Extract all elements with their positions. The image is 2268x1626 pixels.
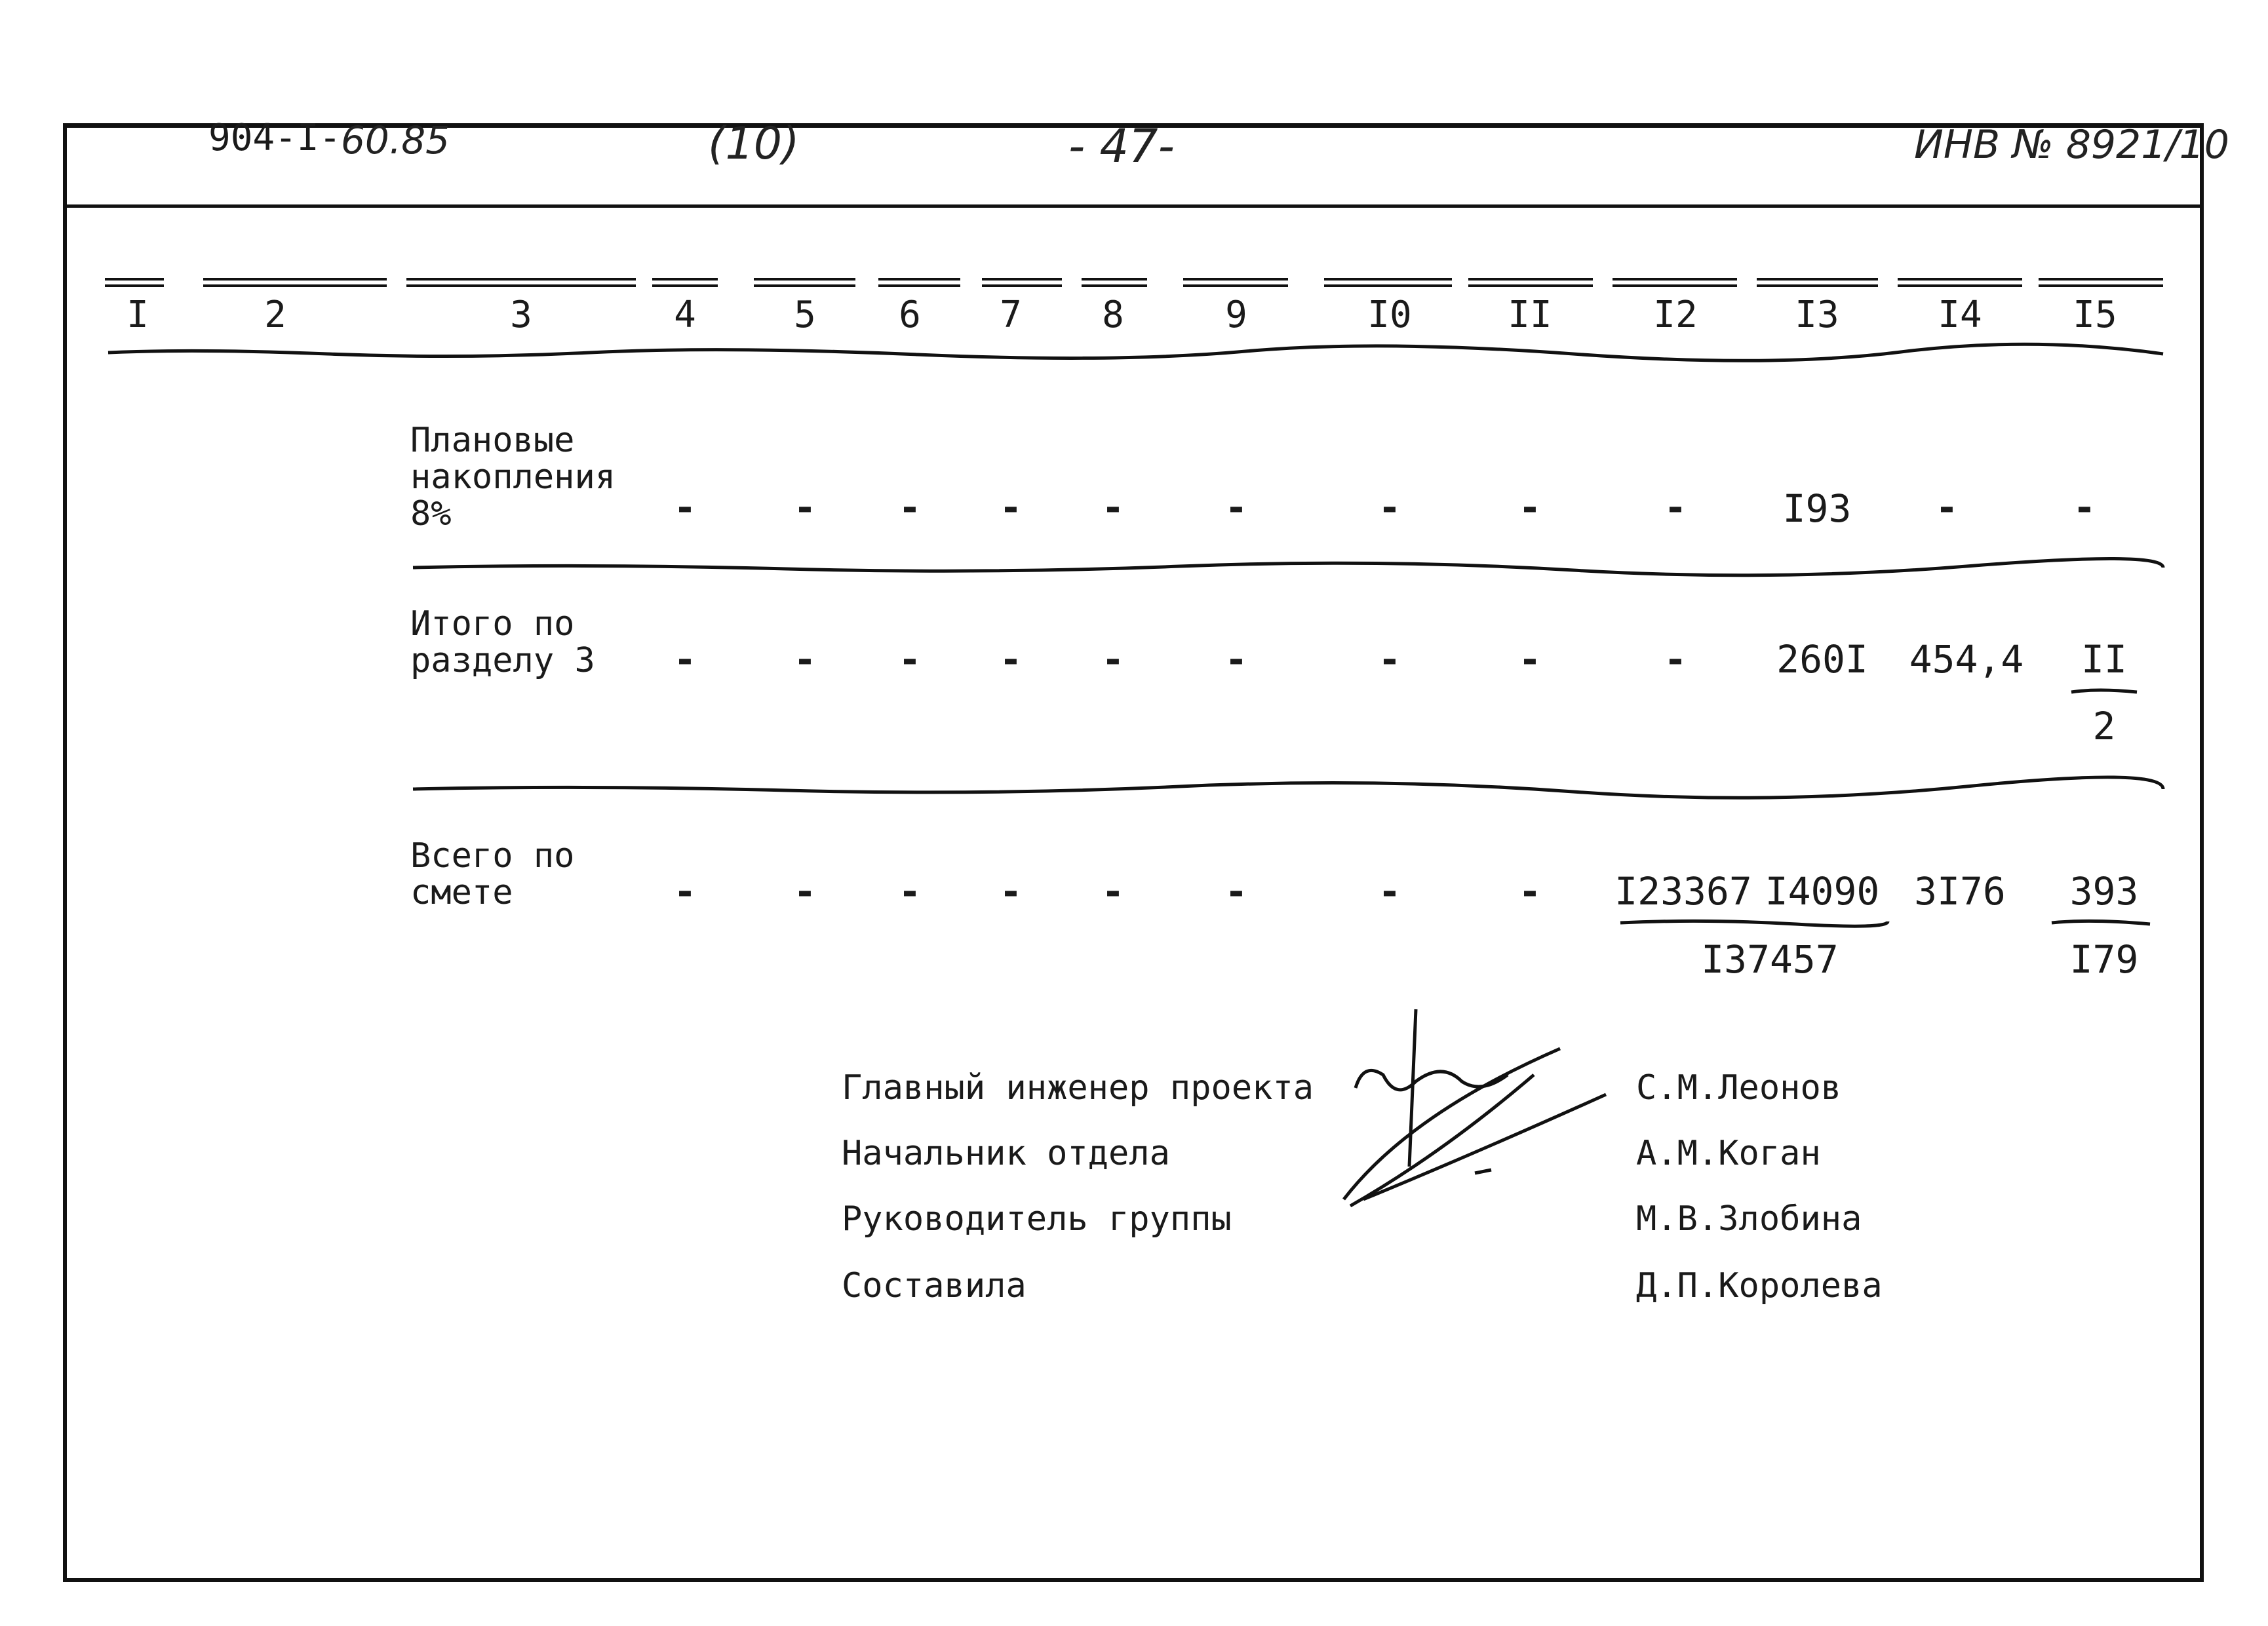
section_total-col10-dash: - <box>1378 637 1401 682</box>
page-number: - 47- <box>1068 119 1175 173</box>
sig-role-group-lead: Руководитель группы <box>842 1199 1232 1239</box>
header-wavy-line <box>108 344 2163 360</box>
column-number-3: 3 <box>510 294 532 336</box>
row2-wavy-line <box>413 777 2163 798</box>
row3-col12-value: I23367 <box>1614 869 1752 914</box>
grand_total-col5-dash: - <box>793 869 817 914</box>
row-label-planned: Плановые накопления 8% <box>410 421 616 533</box>
row3-col15-fraction-line <box>2052 921 2150 924</box>
row2-col13-value: 260I <box>1776 637 1868 682</box>
section_total-col7-dash: - <box>999 637 1023 682</box>
section_total-col9-dash: - <box>1224 637 1248 682</box>
grand_total-col9-dash: - <box>1224 869 1248 914</box>
column-number-11: II <box>1508 294 1552 336</box>
series-handwritten: 60.85 <box>341 118 450 163</box>
grand_total-col8-dash: - <box>1101 869 1125 914</box>
column-number-14: I4 <box>1938 294 1982 336</box>
row-label-section-total: Итого по разделу 3 <box>410 604 595 680</box>
sig-name-chief-engineer: С.М.Леонов <box>1636 1068 1842 1108</box>
column-number-6: 6 <box>899 294 921 336</box>
planned-col6-dash: - <box>898 485 922 530</box>
column-number-2: 2 <box>264 294 286 336</box>
section_total-col6-dash: - <box>898 637 922 682</box>
row2-col14-value: 454,4 <box>1909 637 2024 682</box>
column-number-10: I0 <box>1367 294 1412 336</box>
row2-col15-bottom: 2 <box>2092 704 2116 748</box>
sig-role-compiler: Составила <box>842 1266 1026 1306</box>
row-label-grand-total: Всего по смете <box>410 836 575 912</box>
grand_total-col11-dash: - <box>1518 869 1542 914</box>
grand_total-col10-dash: - <box>1378 869 1401 914</box>
section_total-col8-dash: - <box>1101 637 1125 682</box>
row1-wavy-line <box>413 558 2163 575</box>
row3-col13-value: I4090 <box>1765 869 1880 914</box>
planned-col4-dash: - <box>673 485 697 530</box>
row1-col13-value: I93 <box>1782 486 1852 531</box>
row2-col15-fraction-line <box>2071 690 2137 692</box>
planned-col12-dash: - <box>1664 485 1687 530</box>
signature-scribble <box>1344 1009 1606 1206</box>
inventory-number: ИНВ № 8921/10 <box>1914 122 2229 168</box>
planned-col5-dash: - <box>793 485 817 530</box>
planned-col9-dash: - <box>1224 485 1248 530</box>
column-number-5: 5 <box>794 294 816 336</box>
row3-col15-top: 393 <box>2069 869 2139 914</box>
column-number-8: 8 <box>1102 294 1124 336</box>
planned-col11-dash: - <box>1518 485 1542 530</box>
row3-col12-13-sum: I37457 <box>1701 937 1839 982</box>
column-number-13: I3 <box>1795 294 1839 336</box>
row2-col15-top: II <box>2081 637 2127 682</box>
sig-role-department-head: Начальник отдела <box>842 1134 1170 1173</box>
row1-col15-dash: - <box>2073 485 2096 530</box>
planned-col10-dash: - <box>1378 485 1401 530</box>
section_total-col12-dash: - <box>1664 637 1687 682</box>
grand_total-col7-dash: - <box>999 869 1023 914</box>
sig-name-group-lead: М.В.Злобина <box>1636 1199 1862 1239</box>
sig-role-chief-engineer: Главный инженер проекта <box>842 1068 1314 1108</box>
column-number-4: 4 <box>674 294 696 336</box>
row3-col15-bottom: I79 <box>2069 937 2139 982</box>
column-number-1: I <box>127 294 149 336</box>
section_total-col4-dash: - <box>673 637 697 682</box>
row1-col14-dash: - <box>1935 485 1959 530</box>
column-number-7: 7 <box>1000 294 1022 336</box>
sig-name-compiler: Д.П.Королева <box>1636 1266 1883 1306</box>
grand_total-col4-dash: - <box>673 869 697 914</box>
section_total-col11-dash: - <box>1518 637 1542 682</box>
part-number: (10) <box>708 118 800 170</box>
grand_total-col6-dash: - <box>898 869 922 914</box>
section_total-col5-dash: - <box>793 637 817 682</box>
planned-col7-dash: - <box>999 485 1023 530</box>
sig-name-department-head: А.М.Коган <box>1636 1134 1821 1173</box>
column-number-15: I5 <box>2073 294 2117 336</box>
column-number-9: 9 <box>1225 294 1247 336</box>
series-code: 904-I- <box>208 117 342 159</box>
row3-col14-value: 3I76 <box>1914 869 2006 914</box>
planned-col8-dash: - <box>1101 485 1125 530</box>
row3-col12-13-fraction-line <box>1620 921 1888 926</box>
column-number-12: I2 <box>1653 294 1698 336</box>
